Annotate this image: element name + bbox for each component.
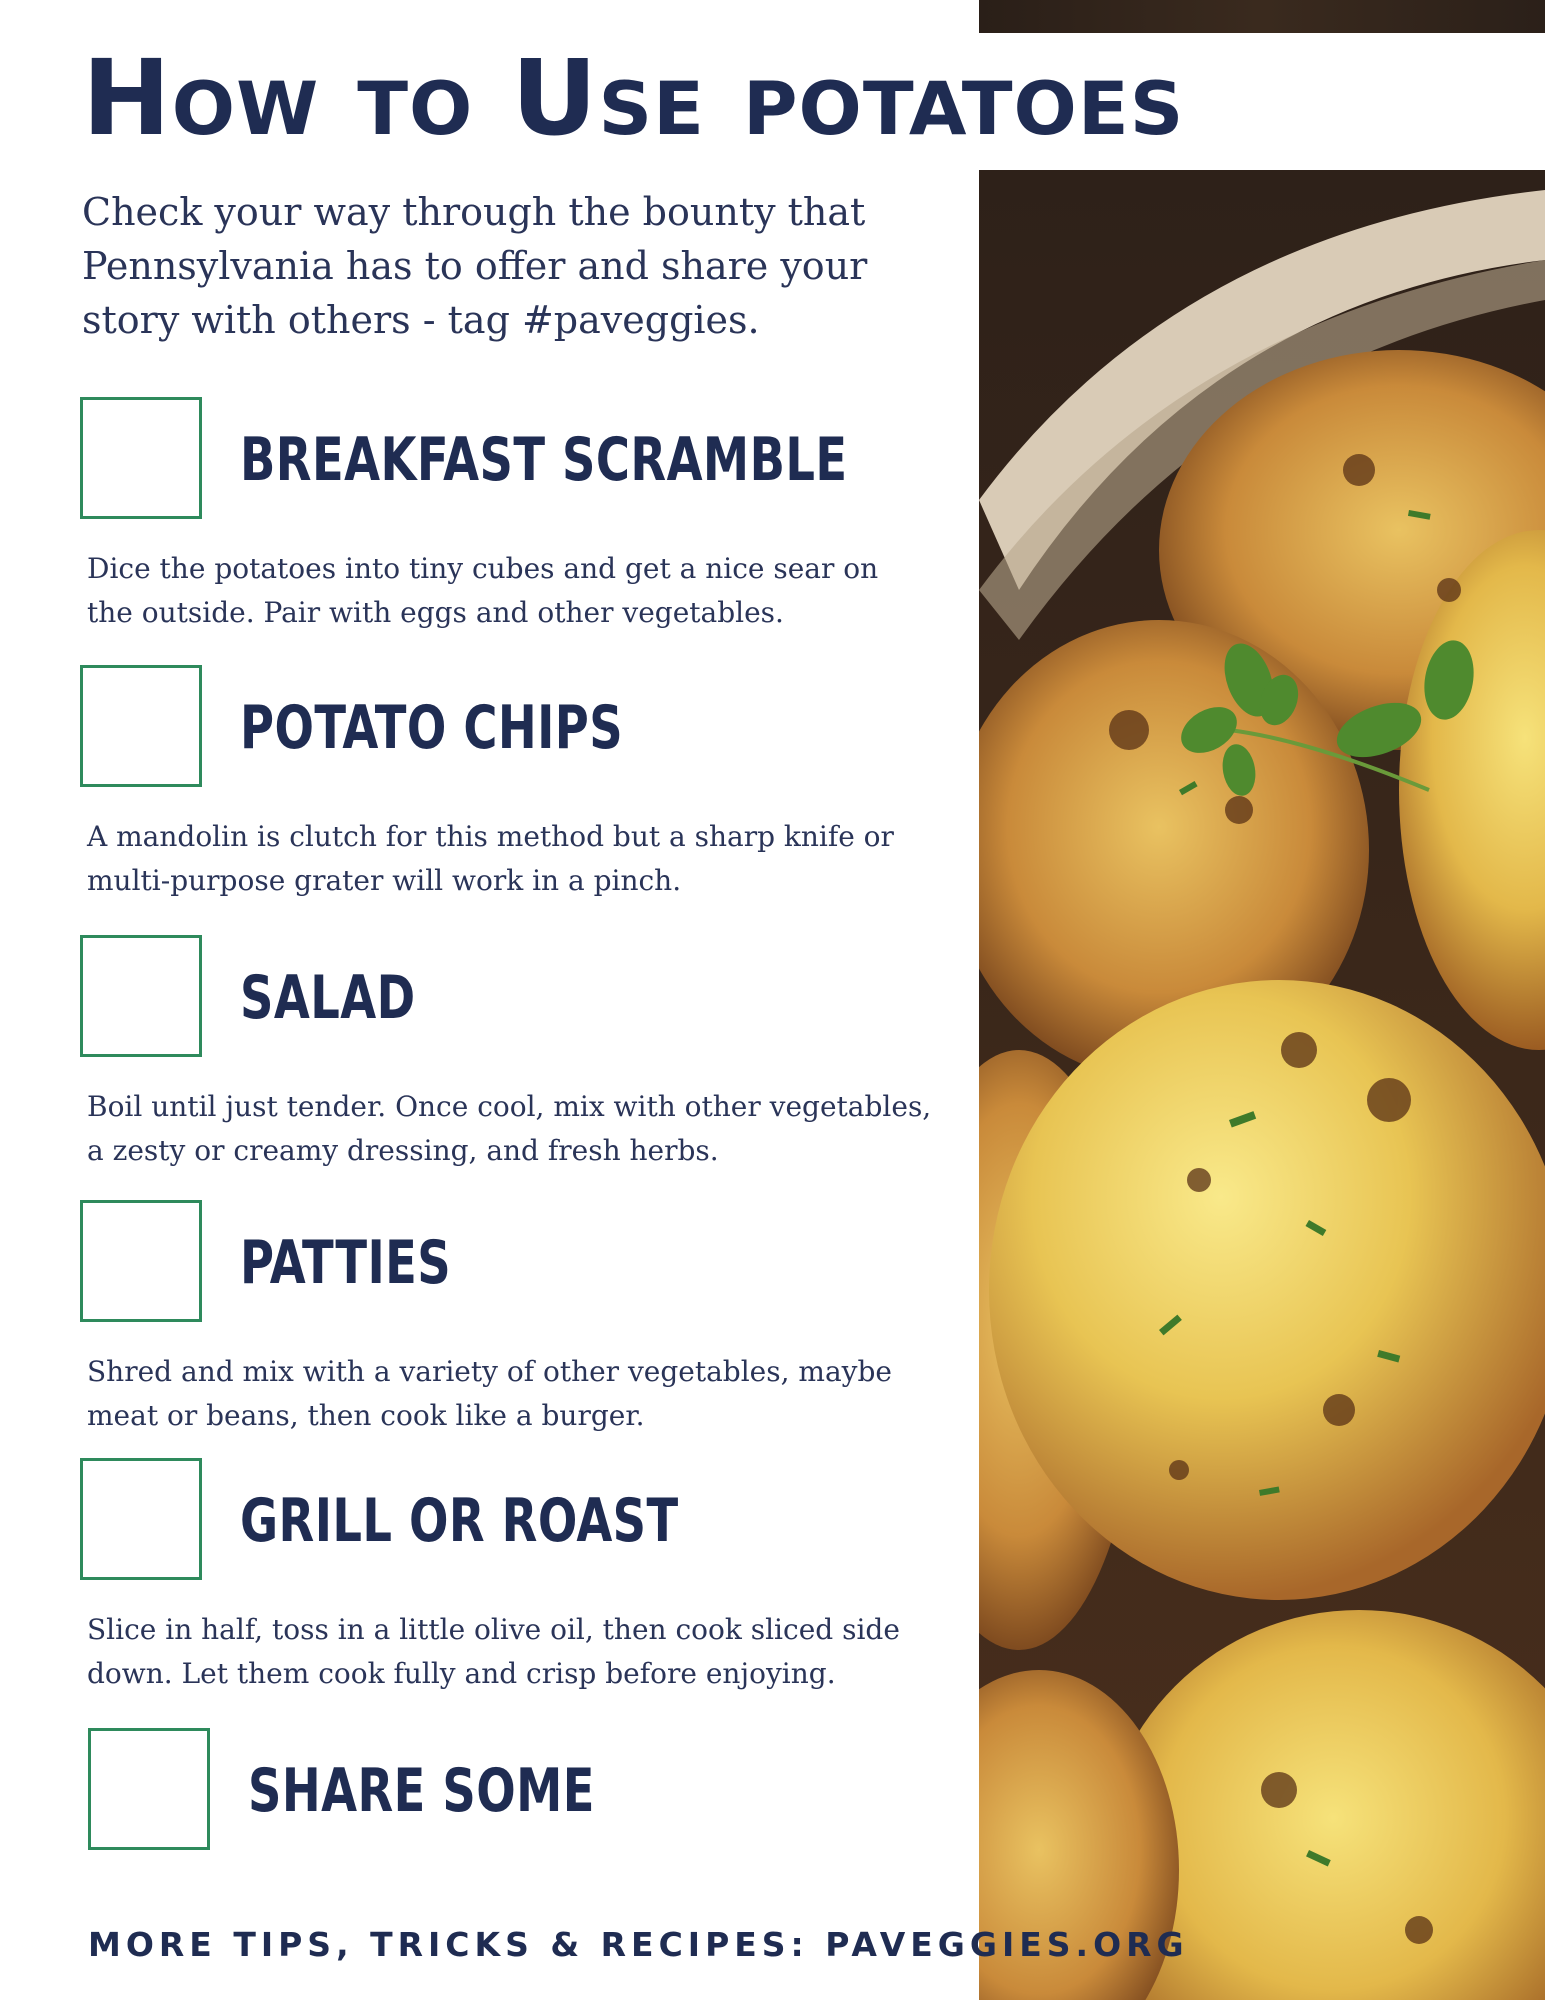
item-description: Shred and mix with a variety of other vegetables, maybe meat or beans, then cook like a burger. [87,1355,892,1432]
footer-link-text[interactable]: MORE TIPS, TRICKS & RECIPES: PAVEGGIES.ORG [88,1925,1189,1964]
item-title: SALAD [240,963,416,1033]
intro-text: Check your way through the bounty that Pennsylvania has to offer and share your story with others - tag #paveggies. [82,190,868,342]
item-title: SHARE SOME [248,1756,595,1826]
item-title: GRILL OR ROAST [240,1486,679,1556]
checkbox[interactable] [80,1200,202,1322]
checkbox[interactable] [80,665,202,787]
item-description: A mandolin is clutch for this method but a sharp knife or multi-purpose grater will work in a pinch. [87,820,894,897]
checkbox[interactable] [88,1728,210,1850]
item-description: Slice in half, toss in a little olive oil, then cook sliced side down. Let them cook fully and crisp before enjoying. [87,1613,900,1690]
photo-strip-top [979,0,1545,33]
checkbox[interactable] [80,1458,202,1580]
item-description: Boil until just tender. Once cool, mix with other vegetables, a zesty or creamy dressing, and fresh herbs. [87,1090,932,1167]
item-description: Dice the potatoes into tiny cubes and get a nice sear on the outside. Pair with eggs and other vegetables. [87,552,879,629]
checkbox[interactable] [80,935,202,1057]
item-title: POTATO CHIPS [240,693,624,763]
roasted-potatoes-photo [979,170,1545,2000]
item-title: BREAKFAST SCRAMBLE [240,425,848,495]
checkbox[interactable] [80,397,202,519]
item-title: PATTIES [240,1228,452,1298]
page-title: How to Use potatoes [82,37,1185,159]
